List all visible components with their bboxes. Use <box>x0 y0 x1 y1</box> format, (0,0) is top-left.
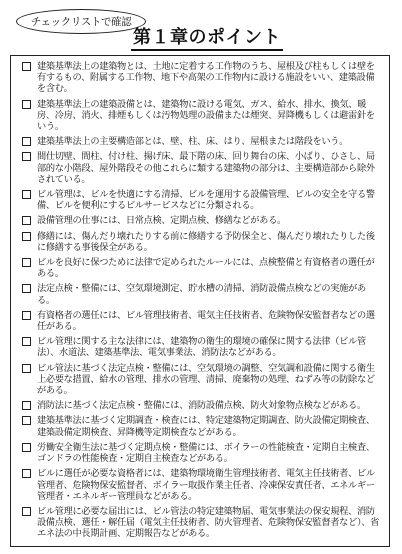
checklist-item <box>19 215 381 226</box>
checklist-item <box>19 151 381 185</box>
checkbox[interactable] <box>22 507 31 516</box>
checklist-item <box>19 283 381 305</box>
checklist-item-text: 建築基準法上の主要構造部とは、壁、柱、床、はり、屋根または階段をいう。 <box>37 136 349 148</box>
checkbox[interactable] <box>22 100 31 109</box>
checklist-item-text: 消防法に基づく法定点検・整備には、消防設備点検、防火対象物点検などがある。 <box>37 400 366 412</box>
checklist-item-text: 建築基準法に基づく定期調査・検査には、特定建築物定期調査、防火設備定期検査、建築設備定期検査、昇降機等定期検査などがある。 <box>37 415 375 438</box>
checklist-item-text: 間仕切壁、間柱、付け柱、揚げ床、最下階の床、回り舞台の床、小ばり、ひさし、局部的な小階段、屋外階段その他これらに類する建築物の部分は、主要構造部から除外されている。 <box>37 151 375 185</box>
checklist-item-text: 設備管理の仕事には、日常点検、定期点検、修繕などがある。 <box>37 215 286 227</box>
checklist-item-text: ビルに選任が必要な資格者には、建築物環境衛生管理技術者、電気主任技術者、ビル管理者、危険物保安監督者、ボイラー取扱作業主任者、冷凍保安責任者、エネルギー管理者・エネルギー管理員などがある。 <box>37 468 375 502</box>
checklist-item <box>19 257 381 279</box>
checkbox[interactable] <box>22 152 31 161</box>
checklist-item-text: ビルを良好に保つために法律で定められたルールには、点検整備と有資格者の選任がある。 <box>37 257 375 280</box>
checklist-item <box>19 400 381 411</box>
page-title: 第１章のポイント <box>131 28 283 51</box>
checklist-item <box>19 61 381 95</box>
checklist-item <box>19 136 381 147</box>
checklist-item <box>19 336 381 358</box>
checkbox[interactable] <box>22 137 31 146</box>
checklist-item-text: ビル管理は、ビルを快適にする清掃、ビルを運用する設備管理、ビルの安全を守る警備、ビルを便利にするビルサービスなどに分類される。 <box>37 189 375 212</box>
checklist-badge-label: チェックリストで確認 <box>30 16 132 28</box>
checklist-item <box>19 415 381 437</box>
checklist-item <box>19 363 381 397</box>
checklist-item-text: ビル管法に基づく法定点検・整備には、空気環境の調整、空気調和設備に関する衛生上必要な措置、給水の管理、排水の管理、清掃、廃棄物の処理、ねずみ等の防除などがある。 <box>37 362 375 397</box>
checklist-item <box>19 506 381 540</box>
checklist-item-text: 法定点検・整備には、空気環境測定、貯水槽の清掃、消防設備点検などの実施がある。 <box>37 283 366 306</box>
checkbox[interactable] <box>22 62 31 71</box>
checkbox[interactable] <box>22 216 31 225</box>
checklist-item <box>19 310 381 332</box>
checklist-item-text: 有資格者の選任には、ビル管理技術者、電気主任技術者、危険物保安監督者などの選任がある。 <box>37 309 375 333</box>
checklist-item <box>19 231 381 253</box>
checkbox[interactable] <box>22 443 31 452</box>
checklist-item-text: 労働安全衛生法に基づく定期点検・整備には、ボイラーの性能検査・定期自主検査、ゴンドラの性能検査・定期自主検査などがある。 <box>37 441 375 465</box>
checklist-badge <box>16 9 146 34</box>
checklist-item <box>19 442 381 464</box>
checkbox[interactable] <box>22 258 31 267</box>
checkbox[interactable] <box>22 190 31 199</box>
checkbox[interactable] <box>22 401 31 410</box>
checkbox[interactable] <box>22 311 31 320</box>
checklist-item-text: 修繕には、傷んだり壊れたりする前に修繕する予防保全と、傷んだり壊れたりした後に修繕する事後保全がある。 <box>37 230 375 253</box>
checkbox[interactable] <box>22 232 31 241</box>
checklist-item <box>19 99 381 133</box>
checkbox[interactable] <box>22 364 31 373</box>
checkbox[interactable] <box>22 284 31 293</box>
checklist-item-text: 建築基準法上の建築設備とは、建築物に設ける電気、ガス、給水、排水、換気、暖房、冷房、消火、排煙もしくは汚物処理の設備または煙突、昇降機もしくは避雷針をいう。 <box>37 98 375 133</box>
checklist-panel <box>10 55 390 547</box>
checkbox[interactable] <box>22 337 31 346</box>
checklist-item-text: 建築基準法上の建築物とは、土地に定着する工作物のうち、屋根及び柱もしくは壁を有するもの、附属する工作物、地下や高架の工作物内に設ける施設をいい、建築設備を含む。 <box>37 61 375 95</box>
checklist-item-text: ビル管理に必要な届出には、ビル管法の特定建築物届、電気事業法の保安規程、消防設備点検、選任・解任届（電気主任技術者、防火管理者、危険物保安監督者など）、省エネ法の中長期計画、定期報告などがある。 <box>37 505 380 540</box>
checkbox[interactable] <box>22 469 31 478</box>
checkbox[interactable] <box>22 416 31 425</box>
checklist-item <box>19 468 381 502</box>
checklist-item-text: ビル管理に関する主な法律には、建築物の衛生的環境の確保に関する法律（ビル管法）、水道法、建築基準法、電気事業法、消防法などがある。 <box>37 336 366 359</box>
checklist-item <box>19 189 381 211</box>
